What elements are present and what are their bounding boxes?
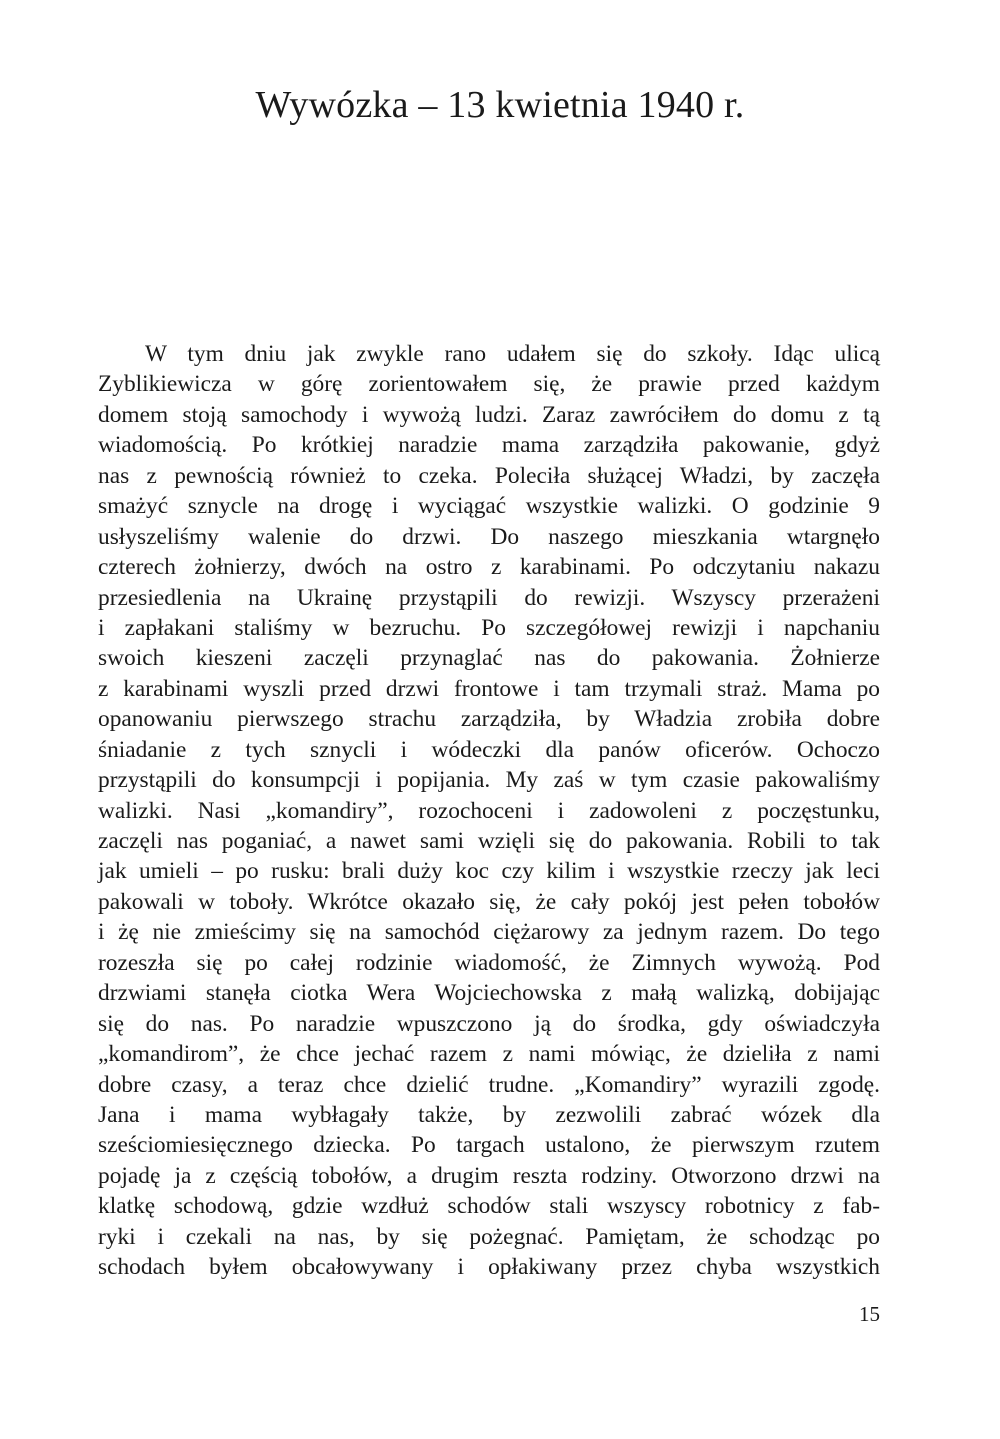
text-line: przystąpili do konsumpcji i popijania. My zaś w tym czasie pakowaliśmy bbox=[98, 767, 880, 794]
text-line: jak umieli – po rusku: brali duży koc czy kilim i wszystkie rzeczy jak leci bbox=[98, 858, 880, 885]
text-line: dobre czasy, a teraz chce dzielić trudne. „Komandiry” wyrazili zgodę. bbox=[98, 1071, 880, 1098]
text-line: schodach byłem obcałowywany i opłakiwany przez chyba wszystkich bbox=[98, 1254, 880, 1281]
text-line: nas z pewnością również to czeka. Poleciła służącej Władzi, by zaczęła bbox=[98, 462, 880, 489]
text-line: czterech żołnierzy, dwóch na ostro z karabinami. Po odczytaniu nakazu bbox=[98, 554, 880, 581]
text-line: swoich kieszeni zaczęli przynaglać nas do pakowania. Żołnierze bbox=[98, 645, 880, 672]
text-line: Zyblikiewicza w górę zorientowałem się, że prawie przed każdym bbox=[98, 371, 880, 398]
text-line: z karabinami wyszli przed drzwi frontowe i tam trzymali straż. Mama po bbox=[98, 675, 880, 702]
text-line: ryki i czekali na nas, by się pożegnać. Pamiętam, że schodząc po bbox=[98, 1223, 880, 1250]
text-line: drzwiami stanęła ciotka Wera Wojciechowska z małą walizką, dobijając bbox=[98, 980, 880, 1007]
text-line: usłyszeliśmy walenie do drzwi. Do naszego mieszkania wtargnęło bbox=[98, 523, 880, 550]
text-line: sześciomiesięcznego dziecka. Po targach ustalono, że pierwszym rzutem bbox=[98, 1132, 880, 1159]
page-title: Wywózka – 13 kwietnia 1940 r. bbox=[255, 84, 745, 126]
text-line: przesiedlenia na Ukrainę przystąpili do rewizji. Wszyscy przerażeni bbox=[98, 584, 880, 611]
text-line: „komandirom”, że chce jechać razem z nami mówiąc, że dzieliła z nami bbox=[98, 1041, 880, 1068]
text-line: wiadomością. Po krótkiej naradzie mama zarządziła pakowanie, gdyż bbox=[98, 432, 880, 459]
text-line: walizki. Nasi „komandiry”, rozochoceni i zadowoleni z poczęstunku, bbox=[98, 797, 880, 824]
text-line: rozeszła się po całej rodzinie wiadomość, że Zimnych wywożą. Pod bbox=[98, 949, 880, 976]
text-line: pojadę ja z częścią tobołów, a drugim reszta rodziny. Otworzono drzwi na bbox=[98, 1162, 880, 1189]
text-line: W tym dniu jak zwykle rano udałem się do szkoły. Idąc ulicą bbox=[145, 341, 880, 367]
text-line: śniadanie z tych sznycli i wódeczki dla panów oficerów. Ochoczo bbox=[98, 736, 880, 763]
text-line: klatkę schodową, gdzie wzdłuż schodów stali wszyscy robotnicy z fab- bbox=[98, 1193, 880, 1220]
text-line: pakowali w toboły. Wkrótce okazało się, że cały pokój jest pełen tobołów bbox=[98, 888, 880, 915]
text-line: i żę nie zmieścimy się na samochód ciężarowy za jednym razem. Do tego bbox=[98, 919, 880, 946]
body-paragraph bbox=[98, 339, 880, 1283]
text-line: się do nas. Po naradzie wpuszczono ją do środka, gdy oświadczyła bbox=[98, 1010, 880, 1037]
page-number: 15 bbox=[859, 1302, 880, 1326]
text-line: i zapłakani staliśmy w bezruchu. Po szczegółowej rewizji i napchaniu bbox=[98, 614, 880, 641]
text-line: smażyć sznycle na drogę i wyciągać wszystkie walizki. O godzinie 9 bbox=[98, 493, 880, 520]
text-line: domem stoją samochody i wywożą ludzi. Zaraz zawróciłem do domu z tą bbox=[98, 401, 880, 428]
text-line: opanowaniu pierwszego strachu zarządziła, by Władzia zrobiła dobre bbox=[98, 706, 880, 733]
text-line: zaczęli nas poganiać, a nawet sami wzięli się do pakowania. Robili to tak bbox=[98, 828, 880, 854]
text-line: Jana i mama wybłagały także, by zezwolili zabrać wózek dla bbox=[98, 1101, 880, 1128]
